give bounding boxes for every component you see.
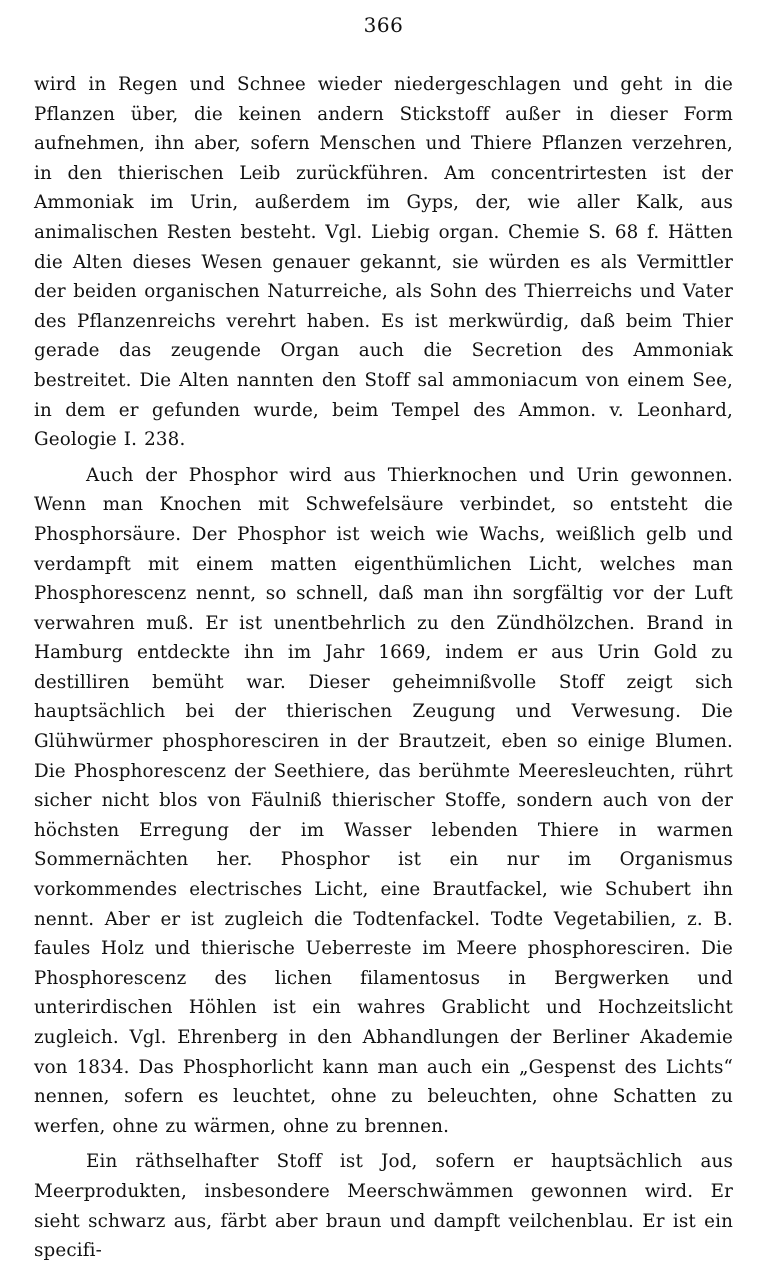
paragraph-phosphor: Auch der Phosphor wird aus Thierknochen und Urin gewonnen. Wenn man Knochen mit Schwefelsäure verbindet, so entsteht die Phosphorsäure. Der Phosphor ist weich wie Wachs, weißlich gelb und verdampft mit einem matten eigenthümlichen Licht, welches man Phosphorescenz nennt, so schnell, daß man ihn sorgfältig vor der Luft verwahren muß. Er ist unentbehrlich zu den Zündhölzchen. Brand in Hamburg entdeckte ihn im Jahr 1669, indem er aus Urin Gold zu destilliren bemüht war. Dieser geheimnißvolle Stoff zeigt sich hauptsächlich bei der thierischen Zeugung und Verwesung. Die Glühwürmer phosphoresciren in der Brautzeit, eben so einige Blumen. Die Phosphorescenz der Seethiere, das berühmte Meeresleuchten, rührt sicher nicht blos von Fäulniß thierischer Stoffe, sondern auch von der höchsten Erregung der im Wasser lebenden Thiere in warmen Sommernächten her. Phosphor ist ein nur im Organismus vorkommendes electrisches Licht, eine Brautfackel, wie Schubert ihn nennt. Aber er ist zugleich die Todtenfackel. Todte Vegetabilien, z. B. faules Holz und thierische Ueberreste im Meere phosphoresciren. Die Phosphorescenz des lichen filamentosus in Bergwerken und unterirdischen Höhlen ist ein wahres Grablicht und Hochzeitslicht zugleich. Vgl. Ehrenberg in den Abhandlungen der Berliner Akademie von 1834. Das Phosphorlicht kann man auch ein „Gespenst des Lichts“ nennen, sofern es leuchtet, ohne zu beleuchten, ohne Schatten zu werfen, ohne zu wärmen, ohne zu brennen. bbox=[34, 464, 733, 1137]
page-number: 366 bbox=[363, 13, 404, 37]
paragraph-jod: Ein räthselhafter Stoff ist Jod, sofern er hauptsächlich aus Meerprodukten, insbesondere Meerschwämmen gewonnen wird. Er sieht schwarz aus, färbt aber braun und dampft veilchenblau. Er ist ein specifi- bbox=[34, 1151, 733, 1262]
paragraph-ammoniak-continued: wird in Regen und Schnee wieder niedergeschlagen und geht in die Pflanzen über, die keinen andern Stickstoff außer in dieser Form aufnehmen, ihn aber, sofern Menschen und Thiere Pflanzen verzehren, in den thierischen Leib zurückführen. Am concentrirtesten ist der Ammoniak im Urin, außerdem im Gyps, der, wie aller Kalk, aus animalischen Resten besteht. Vgl. Liebig organ. Chemie S. 68 f. Hätten die Alten dieses Wesen genauer gekannt, sie würden es als Vermittler der beiden organischen Naturreiche, als Sohn des Thierreichs und Vater des Pflanzenreichs verehrt haben. Es ist merkwürdig, daß beim Thier gerade das zeugende Organ auch die Secretion des Ammoniak bestreitet. Die Alten nannten den Stoff sal ammoniacum von einem See, in dem er gefunden wurde, beim Tempel des Ammon. v. Leonhard, Geologie I. 238. bbox=[34, 74, 733, 451]
body-text bbox=[34, 70, 733, 1266]
